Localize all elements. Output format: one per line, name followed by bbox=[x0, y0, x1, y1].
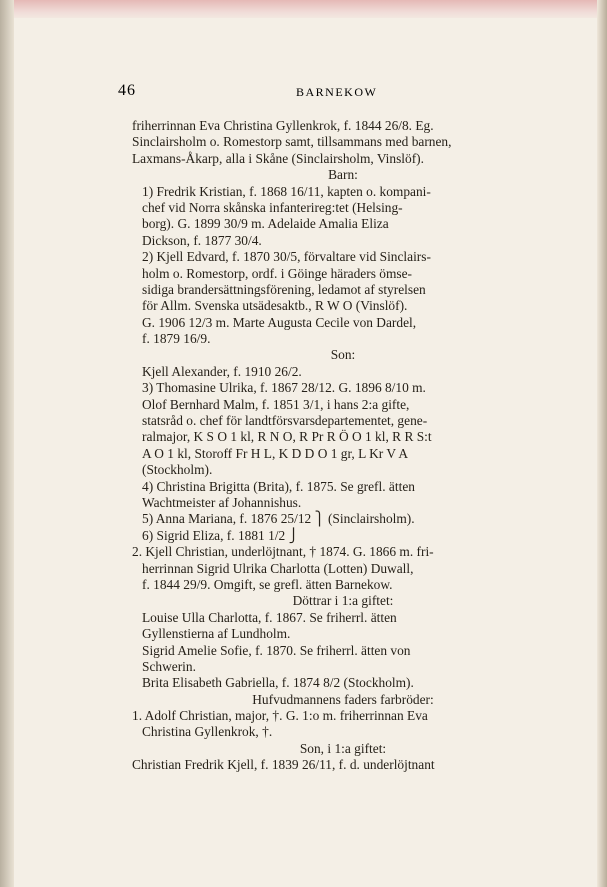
text-line: Kjell Alexander, f. 1910 26/2. bbox=[142, 363, 302, 379]
text-line: borg). G. 1899 30/9 m. Adelaide Amalia Eliza bbox=[142, 216, 389, 232]
text-line: 2. Kjell Christian, underlöjtnant, † 1874. G. 1866 m. fri- bbox=[132, 544, 434, 560]
text-line: Dickson, f. 1877 30/4. bbox=[142, 232, 262, 248]
text-line: 3) Thomasine Ulrika, f. 1867 28/12. G. 1896 8/10 m. bbox=[142, 380, 426, 396]
text-line: Olof Bernhard Malm, f. 1851 3/1, i hans 2:a gifte, bbox=[142, 396, 410, 412]
text-line: holm o. Romestorp, ordf. i Göinge häraders ömse- bbox=[142, 265, 412, 281]
running-title: BARNEKOW bbox=[296, 85, 378, 99]
section-heading: Döttrar i 1:a giftet: bbox=[292, 593, 394, 609]
book-gutter bbox=[0, 0, 14, 887]
text-line: Laxmans-Åkarp, alla i Skåne (Sinclairsholm, Vinslöf). bbox=[132, 150, 424, 166]
text-line: 5) Anna Mariana, f. 1876 25/12 ⎫ (Sinclairsholm). bbox=[142, 511, 415, 527]
text-line: Schwerin. bbox=[142, 658, 196, 674]
text-line: herrinnan Sigrid Ulrika Charlotta (Lotten) Duwall, bbox=[142, 560, 414, 576]
text-line: Louise Ulla Charlotta, f. 1867. Se friherrl. ätten bbox=[142, 609, 397, 625]
text-line: Wachtmeister af Johannishus. bbox=[142, 494, 302, 510]
text-line: sidiga brandersättningsförening, ledamot af styrelsen bbox=[142, 281, 426, 297]
text-line: Gyllenstierna af Lundholm. bbox=[142, 626, 291, 642]
text-line: Sigrid Amelie Sofie, f. 1870. Se friherrl. ätten von bbox=[142, 642, 411, 658]
text-line: 1. Adolf Christian, major, †. G. 1:o m. friherrinnan Eva bbox=[132, 708, 428, 724]
running-header bbox=[118, 82, 553, 102]
text-line: statsråd o. chef för landtförsvarsdepartementet, gene- bbox=[142, 413, 428, 429]
text-line: Christian Fredrik Kjell, f. 1839 26/11, f. d. underlöjtnant bbox=[132, 757, 435, 773]
section-heading: Son: bbox=[330, 347, 356, 363]
page-body bbox=[132, 118, 554, 774]
text-line: f. 1844 29/9. Omgift, se grefl. ätten Barnekow. bbox=[142, 576, 393, 592]
text-line: friherrinnan Eva Christina Gyllenkrok, f. 1844 26/8. Eg. bbox=[132, 118, 434, 133]
section-heading: Barn: bbox=[328, 167, 358, 183]
text-line: G. 1906 12/3 m. Marte Augusta Cecile von Dardel, bbox=[142, 314, 417, 330]
text-line: 6) Sigrid Eliza, f. 1881 1/2 ⎭ bbox=[142, 527, 299, 543]
text-line: A O 1 kl, Storoff Fr H L, K D D O 1 gr, L Kr V A bbox=[142, 445, 409, 461]
text-line: Sinclairsholm o. Romestorp samt, tillsammans med barnen, bbox=[132, 134, 452, 150]
text-line: 1) Fredrik Kristian, f. 1868 16/11, kapten o. kompani- bbox=[142, 183, 431, 199]
text-line: f. 1879 16/9. bbox=[142, 331, 211, 347]
page-right-edge bbox=[597, 0, 607, 887]
text-line: Christina Gyllenkrok, †. bbox=[142, 724, 273, 740]
text-line: Brita Elisabeth Gabriella, f. 1874 8/2 (Stockholm). bbox=[142, 675, 414, 691]
page-top-edge bbox=[0, 0, 607, 20]
text-line: ralmajor, K S O 1 kl, R N O, R Pr R Ö O 1 kl, R R S:t bbox=[142, 429, 432, 445]
text-line: (Stockholm). bbox=[142, 462, 213, 478]
section-heading: Hufvudmannens faders farbröder: bbox=[252, 691, 434, 707]
text-line: 4) Christina Brigitta (Brita), f. 1875. Se grefl. ätten bbox=[142, 478, 415, 494]
page-number: 46 bbox=[118, 82, 136, 99]
section-heading: Son, i 1:a giftet: bbox=[299, 740, 387, 756]
text-line: 2) Kjell Edvard, f. 1870 30/5, förvaltare vid Sinclairs- bbox=[142, 249, 431, 265]
text-line: chef vid Norra skånska infanterireg:tet (Helsing- bbox=[142, 199, 403, 215]
text-line: för Allm. Svenska utsädesaktb., R W O (Vinslöf). bbox=[142, 298, 408, 314]
